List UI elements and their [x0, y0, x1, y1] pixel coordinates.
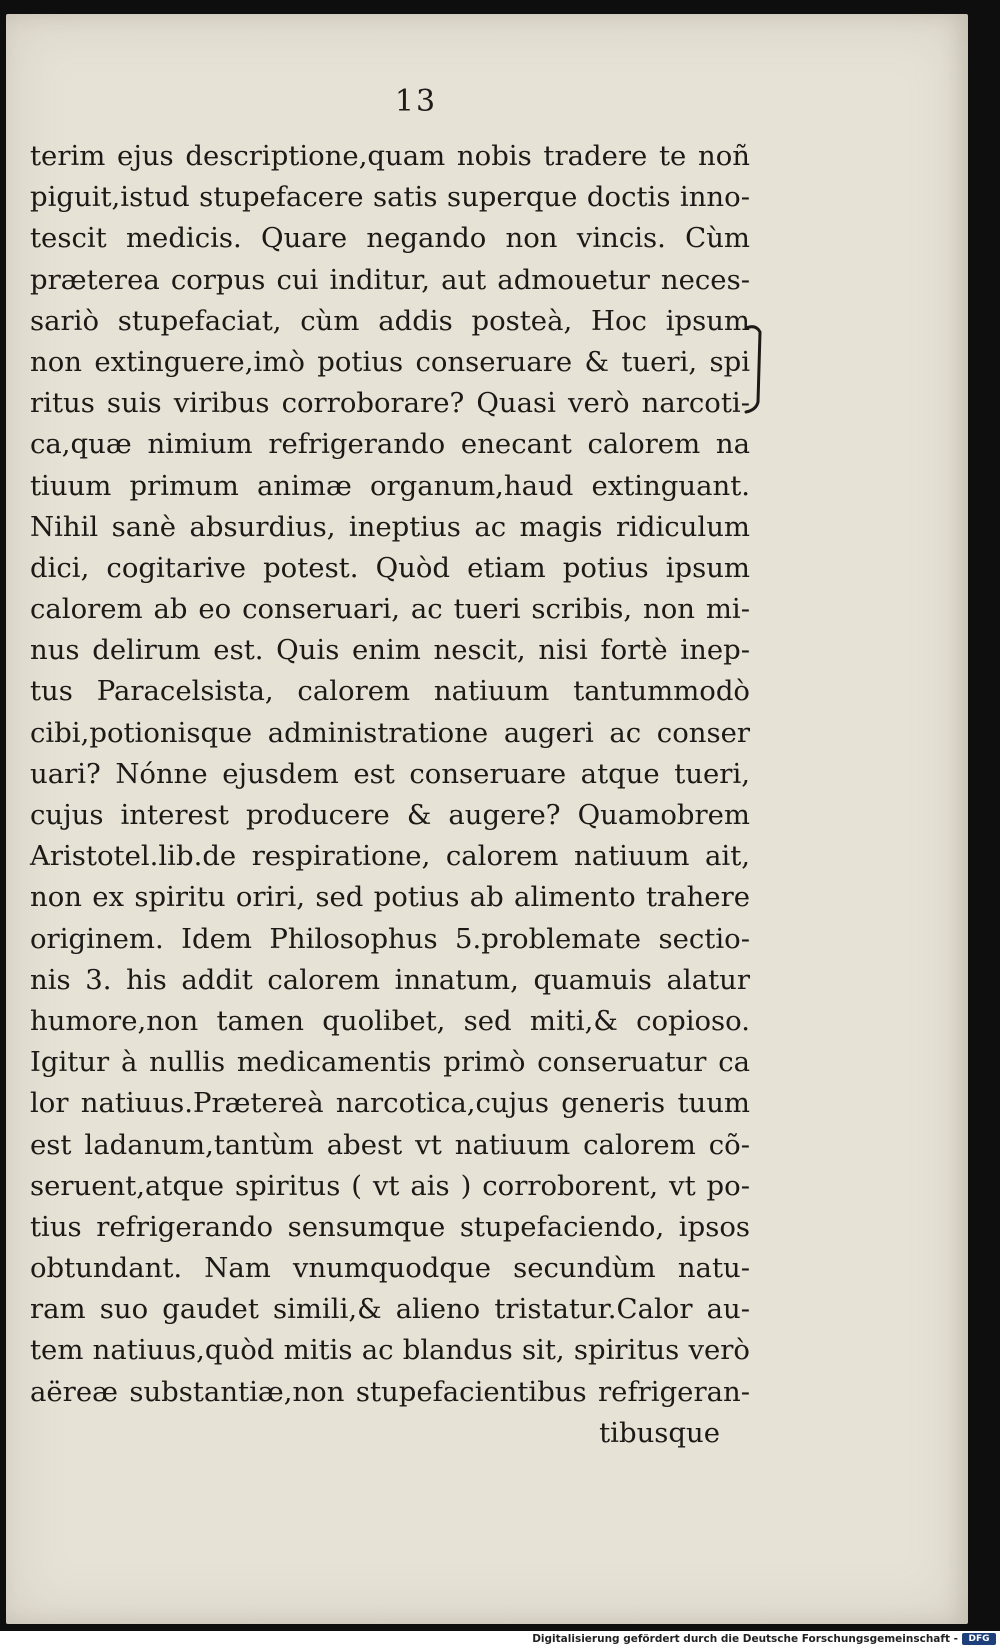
- text-line: præterea corpus cui inditur, aut admouetur neces-: [30, 263, 750, 296]
- text-line: cujus interest producere & augere? Quamobrem: [30, 799, 750, 831]
- dfg-logo: DFG: [962, 1633, 996, 1645]
- text-line: Igitur à nullis medicamentis primò conseruatur ca: [30, 1046, 750, 1079]
- text-line: tius refrigerando sensumque stupefaciendo, ipsos: [30, 1210, 750, 1243]
- page-number: 13: [394, 84, 438, 119]
- text-line: non ex spiritu oriri, sed potius ab alimento trahere: [30, 881, 750, 914]
- text-line: nus delirum est. Quis enim nescit, nisi fortè inep-: [30, 634, 750, 667]
- text-line: nis 3. his addit calorem innatum, quamuis alatur: [30, 963, 750, 996]
- text-line: cibi,potionisque administratione augeri ac conser: [30, 716, 750, 749]
- text-line: piguit,istud stupefacere satis superque doctis inno-: [30, 181, 750, 214]
- text-line: originem. Idem Philosophus 5.problemate sectio-: [30, 922, 750, 955]
- text-line: lor natiuus.Prætereà narcotica,cujus generis tuum: [30, 1087, 750, 1120]
- text-line: ram suo gaudet simili,& alieno tristatur.Calor au-: [30, 1293, 750, 1326]
- text-line: humore,non tamen quolibet, sed miti,& copioso.: [30, 1004, 750, 1037]
- text-line: sariò stupefaciat, cùm addis posteà, Hoc ipsum: [30, 304, 750, 337]
- text-line: tiuum primum animæ organum,haud extinguant.: [30, 469, 750, 502]
- text-line: uari? Nónne ejusdem est conseruare atque tueri,: [30, 757, 750, 790]
- text-line: tus Paracelsista, calorem natiuum tantummodò: [30, 675, 750, 708]
- book-page: [6, 14, 968, 1624]
- catchword: tibusque: [599, 1416, 720, 1449]
- text-line: tem natiuus,quòd mitis ac blandus sit, spiritus verò: [30, 1334, 750, 1367]
- text-line: calorem ab eo conseruari, ac tueri scribis, non mi-: [30, 593, 750, 626]
- text-line: seruent,atque spiritus ( vt ais ) corroborent, vt po-: [30, 1169, 750, 1202]
- text-line: est ladanum,tantùm abest vt natiuum calorem cõ-: [30, 1128, 750, 1161]
- text-line: obtundant. Nam vnumquodque secundùm natu-: [30, 1252, 750, 1285]
- margin-bracket-mark: [742, 322, 768, 414]
- text-line: dici, cogitarive potest. Quòd etiam potius ipsum: [30, 551, 750, 584]
- digitization-credit: Digitalisierung gefördert durch die Deutsche Forschungsgemeinschaft -: [532, 1633, 958, 1645]
- text-line: tescit medicis. Quare negando non vincis. Cùm: [30, 222, 750, 255]
- text-line: Aristotel.lib.de respiratione, calorem natiuum ait,: [30, 840, 750, 873]
- text-line: Nihil sanè absurdius, ineptius ac magis ridiculum: [30, 510, 750, 543]
- body-text: [30, 136, 750, 1454]
- text-line: non extinguere,imò potius conseruare & tueri, spi: [30, 345, 750, 378]
- text-line: ca,quæ nimium refrigerando enecant calorem na: [30, 428, 750, 461]
- text-line: terim ejus descriptione,quam nobis tradere te noñ: [30, 140, 750, 172]
- text-line: aëreæ substantiæ,non stupefacientibus refrigeran-: [30, 1375, 750, 1408]
- text-line: ritus suis viribus corroborare? Quasi verò narcoti-: [30, 387, 750, 420]
